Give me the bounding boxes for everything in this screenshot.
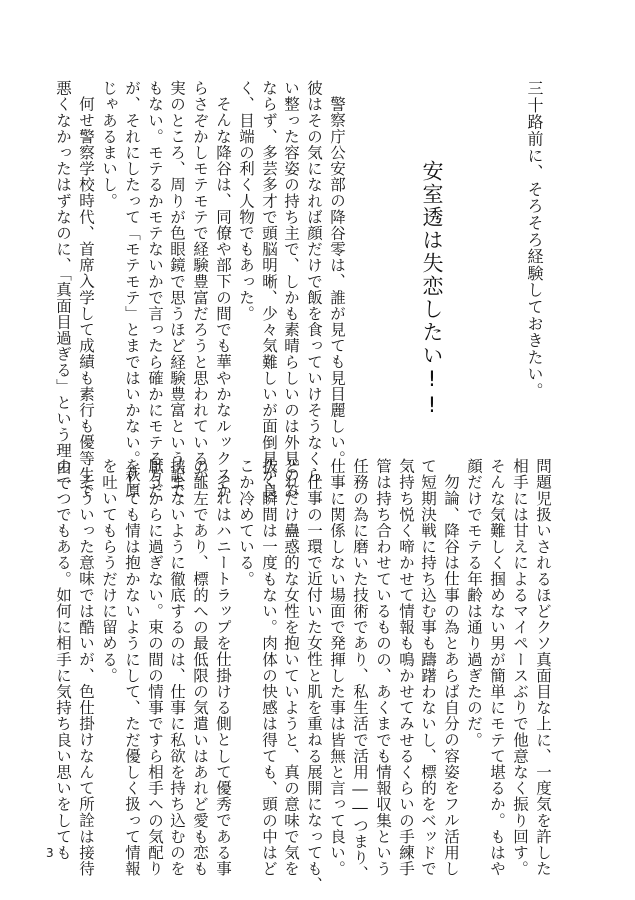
body-line: どれだけ蠱惑的な女性を抱いていようと、真の意味で気を — [282, 458, 300, 877]
body-line: らさぞかしモテモテで経験豊富だろうと思われているが、 — [191, 80, 209, 499]
body-line: そんな気難しく掴めない男が簡単にモテて堪るか。もはや — [488, 458, 506, 877]
body-line: 警察庁公安部の降谷零は、誰が見ても見目麗しい。 — [328, 96, 346, 467]
body-line: 何せ警察学校時代、首席入学して成績も素行も優等生で — [77, 96, 95, 499]
body-line: 管は持ち合わせているものの、あくまでも情報収集という — [374, 458, 392, 877]
body-line: そんな降谷は、同僚や部下の間でも華やかなルックスか — [214, 96, 232, 499]
body-line: もない。モテるかモテないかで言ったら確かにモテる方だ — [146, 80, 164, 499]
body-line: 厭うからに過ぎない。束の間の情事ですら相手への気配り — [146, 458, 164, 877]
body-line: をしても情は抱かないようにして、ただ優しく扱って情報 — [123, 458, 141, 877]
body-line: く、目端の利く人物でもあった。 — [237, 80, 255, 322]
body-line: 実のところ、周りが色眼鏡で思うほど経験豊富という訳で — [168, 80, 186, 499]
chapter-title: 安室透は失恋したい!! — [420, 160, 444, 419]
body-line: 勿論、降谷は仕事の為とあらば自分の容姿をフル活用し — [442, 474, 460, 877]
body-line: 抜く瞬間は一度もない。肉体の快感は得ても、頭の中はど — [260, 458, 278, 877]
body-line: じゃあるまいし。 — [100, 80, 118, 209]
body-line: そういった意味では酷いが、色仕掛けなんて所詮は接待 — [77, 474, 95, 877]
body-line: 問題児扱いされるほどクソ真面目な上に、一度気を許した — [534, 458, 552, 877]
body-line: 彼はその気になれば顔だけで飯を食っていけそうなくら — [305, 80, 323, 483]
body-line: の証左であり、標的への最低限の気遣いはあれど愛も恋も — [191, 458, 209, 877]
body-line: 気持ち悦く啼かせて情報も鳴かせてみせるくらいの手練手 — [397, 458, 415, 877]
body-line: 挟まないように徹底するのは、仕事に私欲を持ち込むのを — [168, 458, 186, 877]
body-line: 仕事に関係しない場面で発揮した事は皆無と言って良い。 — [328, 458, 346, 877]
body-line: ならず、多芸多才で頭脳明晰、少々気難しいが面倒見が良 — [260, 80, 278, 499]
body-line: それはハニートラップを仕掛ける側として優秀である事 — [214, 474, 232, 877]
body-line: て短期決戦に持ち込む事も躊躇わないし、標的をベッドで — [419, 458, 437, 877]
body-line: 任務の為に磨いた技術であり、私生活で活用――つまり、 — [351, 458, 369, 882]
body-line: い整った容姿の持ち主で、しかも素晴らしいのは外見のみ — [282, 80, 300, 499]
body-line: が、それにしたって「モテモテ」とまではいかない。萩原 — [123, 80, 141, 499]
body-line: の一つでもある。如何に相手に気持ち良い思いをしても — [54, 458, 72, 861]
body-line: 悪くなかったはずなのに、「真面目過ぎる」という理由で — [54, 80, 72, 491]
body-line: 仕事の一環で近付いた女性と肌を重ねる展開になっても、 — [305, 474, 323, 893]
body-line: を吐いてもらうだけに留める。 — [100, 458, 118, 684]
page-number: 3 — [46, 846, 54, 860]
lead-line: 三十路前に、そろそろ経験しておきたい。 — [525, 80, 544, 400]
body-line: こか冷めている。 — [237, 458, 255, 587]
body-line: 相手には甘えによるマイペースぶりで他意なく振り回す。 — [511, 458, 529, 877]
body-line: 顔だけでモテる年齢は通り過ぎたのだ。 — [465, 458, 483, 748]
